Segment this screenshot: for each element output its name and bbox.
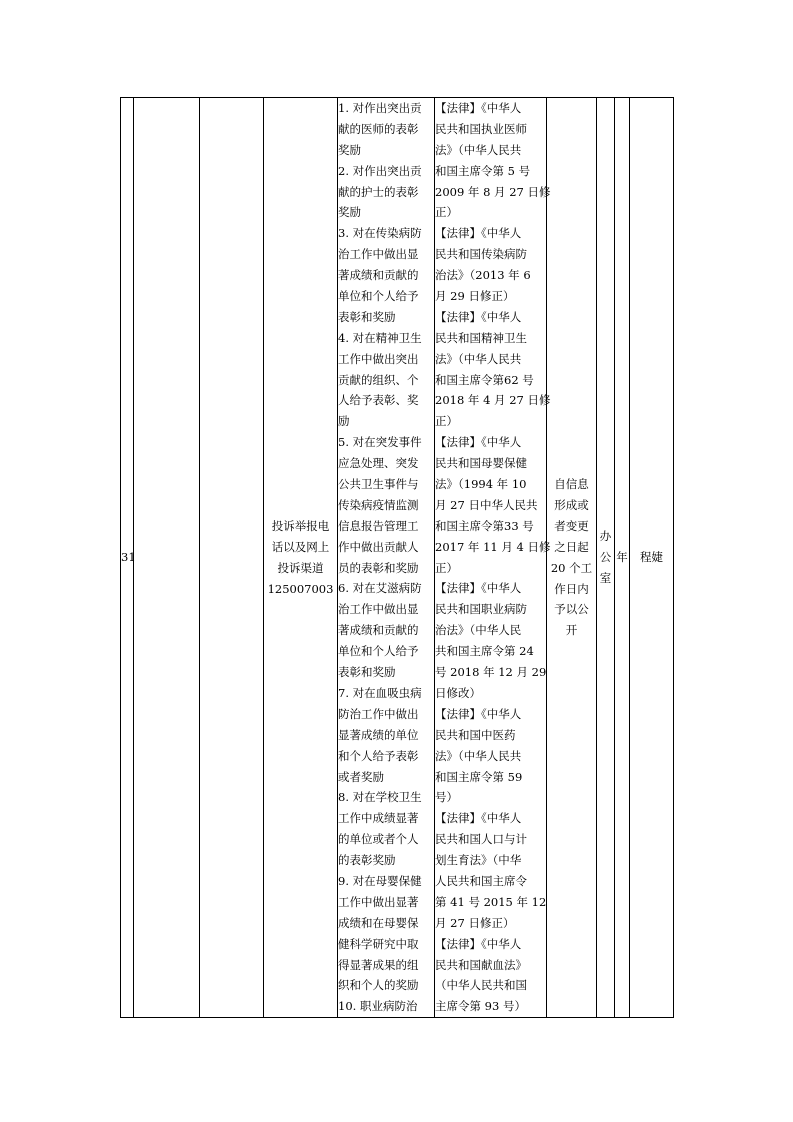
legal-basis-line: 【法律】《中华人 [435, 936, 522, 951]
item-content-line: 员的表彰和奖励 [338, 560, 419, 575]
legal-basis-line: 第 41 号 2015 年 12 [435, 894, 547, 909]
item-content-line: 得显著成果的组 [338, 957, 419, 972]
responsible-person-cell [630, 98, 674, 1018]
legal-basis-line: 法》（中华人民共 [435, 351, 522, 366]
item-content-line: 励 [338, 414, 350, 429]
item-content-line: 著成绩和贡献的 [338, 268, 419, 283]
item-content-line: 贡献的组织、个 [338, 372, 419, 387]
responsible-department-cell [597, 98, 615, 1018]
table-row [121, 98, 674, 1018]
disclosure-scope-cell [615, 98, 630, 1018]
legal-basis-line: 共和国主席令第 24 [435, 644, 534, 659]
item-content-line: 传染病疫情监测 [338, 497, 419, 512]
empty-cell-3 [200, 98, 264, 1018]
item-content-line: 9. 对在母婴保健 [338, 873, 422, 888]
legal-basis-line: 划生育法》（中华 [435, 853, 522, 868]
deadline-line: 形成或 [554, 497, 589, 512]
item-content-line: 献的医师的表彰 [338, 121, 419, 136]
item-content-line: 献的护士的表彰 [338, 184, 419, 199]
item-content-line: 表彰和奖励 [338, 665, 396, 680]
legal-basis-line: 和国主席令第 59 [435, 769, 523, 784]
legal-basis-line: 民共和国中医药 [435, 727, 516, 742]
legal-basis-line: 民共和国母婴保健 [435, 456, 527, 471]
legal-basis-line: 2018 年 4 月 27 日修 [435, 393, 551, 408]
deadline-line: 20 个工 [550, 560, 593, 575]
legal-basis-line: 民共和国人口与计 [435, 832, 527, 847]
row-number: 31 [121, 550, 136, 565]
item-content-line: 单位和个人给予 [338, 644, 419, 659]
row-number-cell [121, 98, 134, 1018]
item-content-line: 8. 对在学校卫生 [338, 790, 422, 805]
legal-basis-line: 【法律】《中华人 [435, 581, 522, 596]
legal-basis-line: 治法》（中华人民 [435, 623, 522, 638]
legal-basis-line: 【法律】《中华人 [435, 226, 522, 241]
deadline-line: 者变更 [554, 518, 589, 533]
item-content-line: 的表彰奖励 [338, 853, 396, 868]
department-char: 公 [599, 550, 612, 565]
channel-line: 125007003 [267, 581, 334, 596]
item-content-line: 2. 对作出突出贡 [338, 163, 422, 178]
legal-basis-line: 月 27 日中华人民共 [435, 497, 538, 512]
responsible-person: 程婕 [640, 550, 663, 565]
department-char: 室 [599, 571, 612, 586]
legal-basis-line: （中华人民共和国 [435, 978, 527, 993]
item-content-line: 公共卫生事件与 [338, 477, 419, 492]
item-content-line: 成绩和在母婴保 [338, 915, 419, 930]
legal-basis-line: 【法律】《中华人 [435, 811, 522, 826]
deadline-line: 予以公 [554, 602, 589, 617]
item-content-line: 显著成绩的单位 [338, 727, 419, 742]
item-content-line: 织和个人的奖励 [338, 978, 419, 993]
disclosure-scope: 年 [616, 550, 628, 565]
empty-cell-2 [134, 98, 200, 1018]
disclosure-table [120, 97, 674, 1018]
legal-basis-line: 号 2018 年 12 月 29 [435, 665, 547, 680]
item-content-line: 1. 对作出突出贡 [338, 101, 422, 115]
legal-basis-line: 【法律】《中华人 [435, 706, 522, 721]
deadline-line: 开 [565, 623, 578, 638]
legal-basis-line: 正） [435, 414, 458, 429]
item-content-line: 信息报告管理工 [338, 518, 419, 533]
legal-basis-line: 治法》（2013 年 6 [435, 268, 531, 283]
legal-basis-line: 2009 年 8 月 27 日修 [435, 184, 551, 199]
deadline-line: 作日内 [554, 581, 589, 596]
legal-basis-line: 法》（中华人民共 [435, 748, 522, 763]
legal-basis-line: 2017 年 11 月 4 日修 [435, 539, 551, 554]
item-content-line: 治工作中做出显 [338, 602, 419, 617]
item-content-line: 工作中做出显著 [338, 894, 419, 909]
legal-basis-line: 正） [435, 560, 458, 575]
item-content-line: 表彰和奖励 [338, 309, 396, 324]
item-content-cell [338, 98, 435, 1018]
item-content-line: 人给予表彰、奖 [338, 393, 419, 408]
legal-basis-line: 【法律】《中华人 [435, 309, 522, 324]
legal-basis-line: 主席令第 93 号） [435, 999, 526, 1014]
legal-basis-cell [435, 98, 551, 1018]
item-content-line: 10. 职业病防治 [338, 999, 418, 1014]
legal-basis-line: 民共和国执业医师 [435, 121, 527, 136]
channel-line: 投诉举报电 [271, 518, 330, 533]
item-content-line: 治工作中做出显 [338, 247, 419, 262]
legal-basis-line: 法》（1994 年 10 [435, 477, 527, 492]
item-content-line: 应急处理、突发 [338, 456, 419, 471]
legal-basis-line: 日修改） [435, 685, 481, 700]
item-content-line: 工作中成绩显著 [338, 811, 419, 826]
legal-basis-line: 和国主席令第62 号 [435, 372, 534, 387]
item-content-line: 防治工作中做出 [338, 706, 419, 721]
item-content-line: 单位和个人给予 [338, 289, 419, 304]
deadline-line: 自信息 [554, 476, 589, 491]
legal-basis-line: 法》（中华人民共 [435, 142, 522, 157]
legal-basis-line: 号） [435, 790, 458, 805]
department-char: 办 [599, 529, 612, 544]
item-content-line: 5. 对在突发事件 [338, 435, 422, 450]
legal-basis-line: 【法律】《中华人 [435, 101, 522, 115]
legal-basis-line: 民共和国传染病防 [435, 247, 527, 262]
legal-basis-line: 月 29 日修正） [435, 289, 515, 304]
item-content-line: 6. 对在艾滋病防 [338, 581, 422, 596]
disclosure-deadline-cell [547, 98, 597, 1018]
item-content-line: 或者奖励 [338, 769, 384, 784]
item-content-line: 7. 对在血吸虫病 [338, 685, 422, 700]
channel-line: 投诉渠道 [277, 560, 324, 575]
complaint-channel-cell [264, 98, 338, 1018]
legal-basis-line: 民共和国精神卫生 [435, 330, 527, 345]
legal-basis-line: 正） [435, 205, 458, 220]
item-content-line: 奖励 [338, 205, 361, 220]
item-content-line: 的单位或者个人 [338, 832, 419, 847]
item-content-line: 3. 对在传染病防 [338, 226, 422, 241]
item-content-line: 工作中做出突出 [338, 351, 419, 366]
deadline-line: 之日起 [554, 539, 589, 554]
item-content-line: 著成绩和贡献的 [338, 623, 419, 638]
legal-basis-line: 人民共和国主席令 [435, 873, 527, 888]
legal-basis-line: 【法律】《中华人 [435, 435, 522, 450]
legal-basis-line: 民共和国献血法》 [435, 957, 527, 972]
item-content-line: 作中做出贡献人 [338, 539, 419, 554]
item-content-line: 健科学研究中取 [338, 936, 419, 951]
channel-line: 话以及网上 [271, 539, 330, 554]
legal-basis-line: 月 27 日修正） [435, 915, 515, 930]
item-content-line: 和个人给予表彰 [338, 748, 419, 763]
legal-basis-line: 和国主席令第 5 号 [435, 163, 531, 178]
legal-basis-line: 和国主席令第33 号 [435, 518, 534, 533]
legal-basis-line: 民共和国职业病防 [435, 602, 527, 617]
item-content-line: 奖励 [338, 142, 361, 157]
item-content-line: 4. 对在精神卫生 [338, 330, 422, 345]
